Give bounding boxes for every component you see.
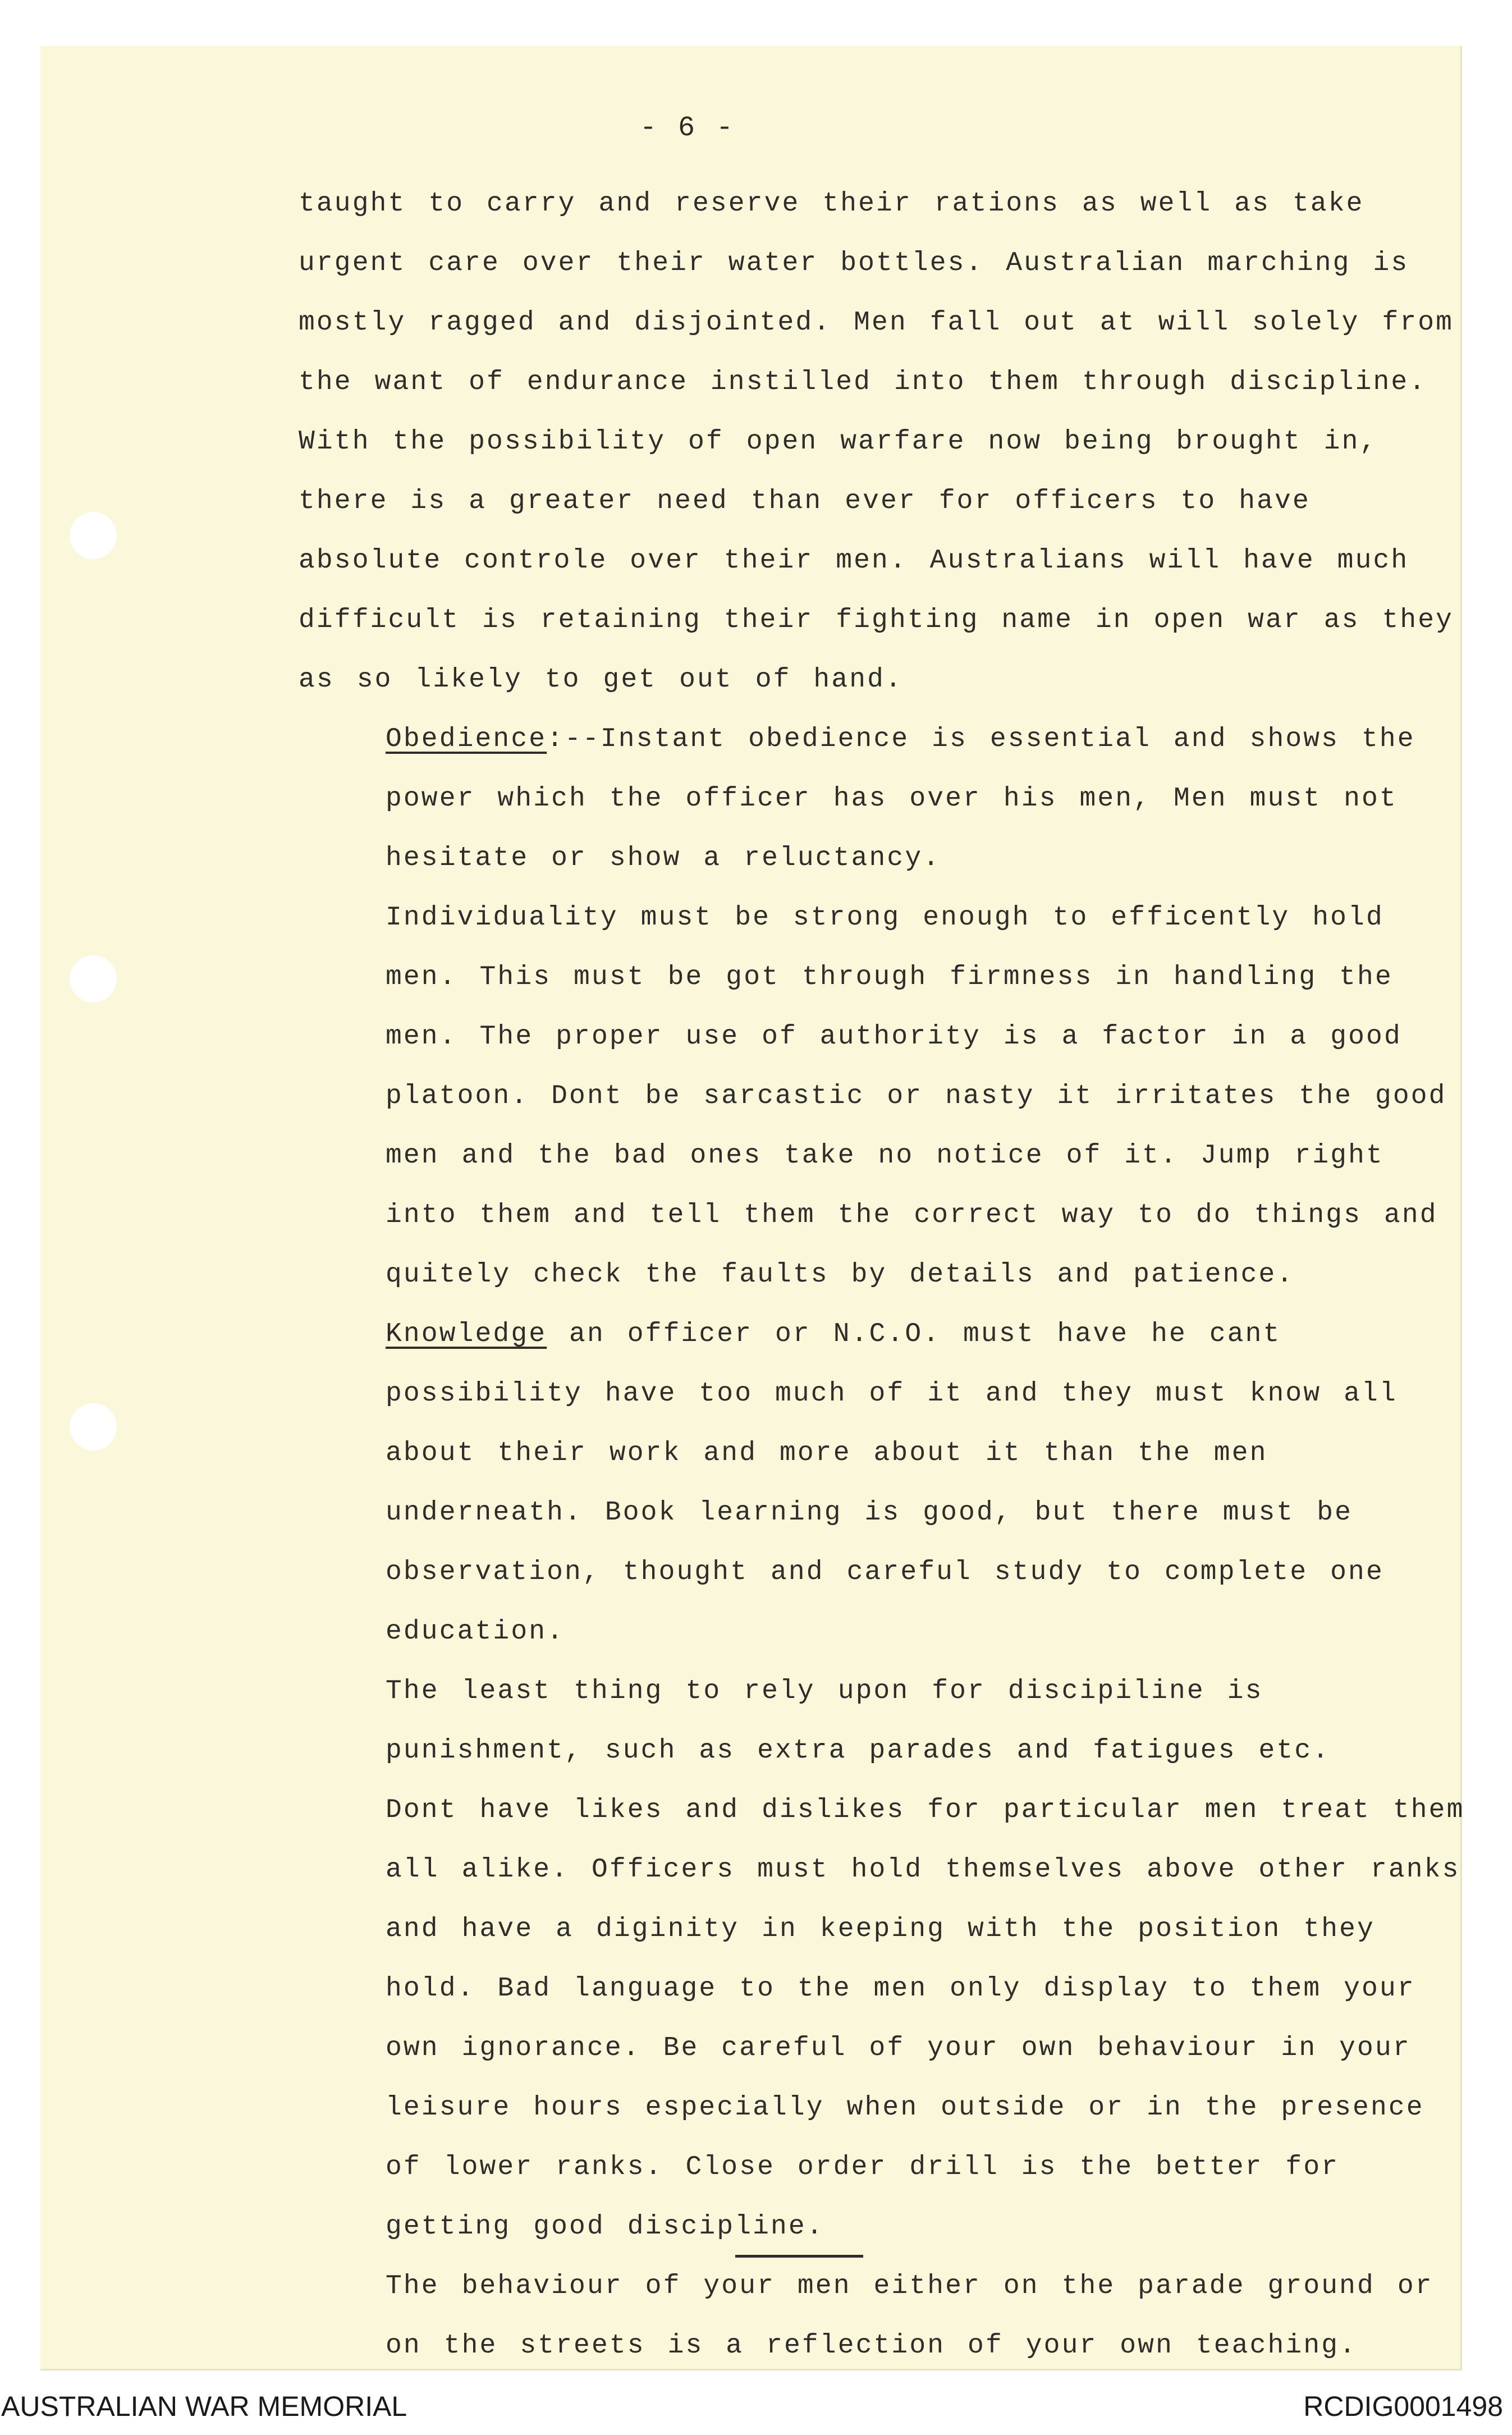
punch-hole <box>70 512 117 559</box>
paragraph: The behaviour of your men either on the parade ground or on the streets is a reflection of your own teaching. <box>386 2271 1433 2361</box>
body-text <box>299 174 1466 2376</box>
paragraph: Dont have likes and dislikes for particular men treat them all alike. Officers must hold themselves above other ranks and have a diginity in keeping with the position they hold. Bad language to the men only display to them your own ignorance. Be careful of your own behaviour in your leisure hours especially when outside or in the presence of lower ranks. Close order drill is the better for getting good discipline. <box>386 1795 1465 2242</box>
section-heading: Obedience <box>386 724 547 754</box>
paragraph: taught to carry and reserve their rations as well as take urgent care over their water bottles. Australian marching is mostly ragged and disjointed. Men fall out at will solely from the want of endurance instilled into them through discipline. With the possibility of open warfare now being brought in, there is a greater need than ever for officers to have absolute controle over their men. Australians will have much difficult is retaining their fighting name in open war as they as so likely to get out of hand. <box>299 189 1454 695</box>
punch-hole <box>70 1403 117 1450</box>
paragraph: Individuality must be strong enough to efficently hold men. This must be got through firmness in handling the men. The proper use of authority is a factor in a good platoon. Dont be sarcastic or nasty it irritates the good men and the bad ones take no notice of it. Jump right into them and tell them the correct way to do things and quitely check the faults by details and patience. <box>386 903 1447 1290</box>
paragraph-knowledge: Knowledge an officer or N.C.O. must have he cant possibility have too much of it and they must know all about their work and more about it than the men underneath. Book learning is good, but there must be observation, thought and careful study to complete one education. <box>386 1319 1398 1647</box>
paragraph: The least thing to rely upon for discipiline is punishment, such as extra parades and fatigues etc. <box>386 1676 1331 1766</box>
page-number: - 6 - <box>640 112 736 144</box>
footer-record-id: RCDIG0001498 <box>1303 2391 1503 2422</box>
punch-hole <box>70 955 117 1003</box>
paragraph-obedience: Obedience:--Instant obedience is essential and shows the power which the officer has over his men, Men must not hesitate or show a reluctancy. <box>386 724 1415 873</box>
section-heading: Knowledge <box>386 1319 547 1349</box>
footer-institution: AUSTRALIAN WAR MEMORIAL <box>1 2391 407 2422</box>
end-rule <box>735 2255 863 2258</box>
